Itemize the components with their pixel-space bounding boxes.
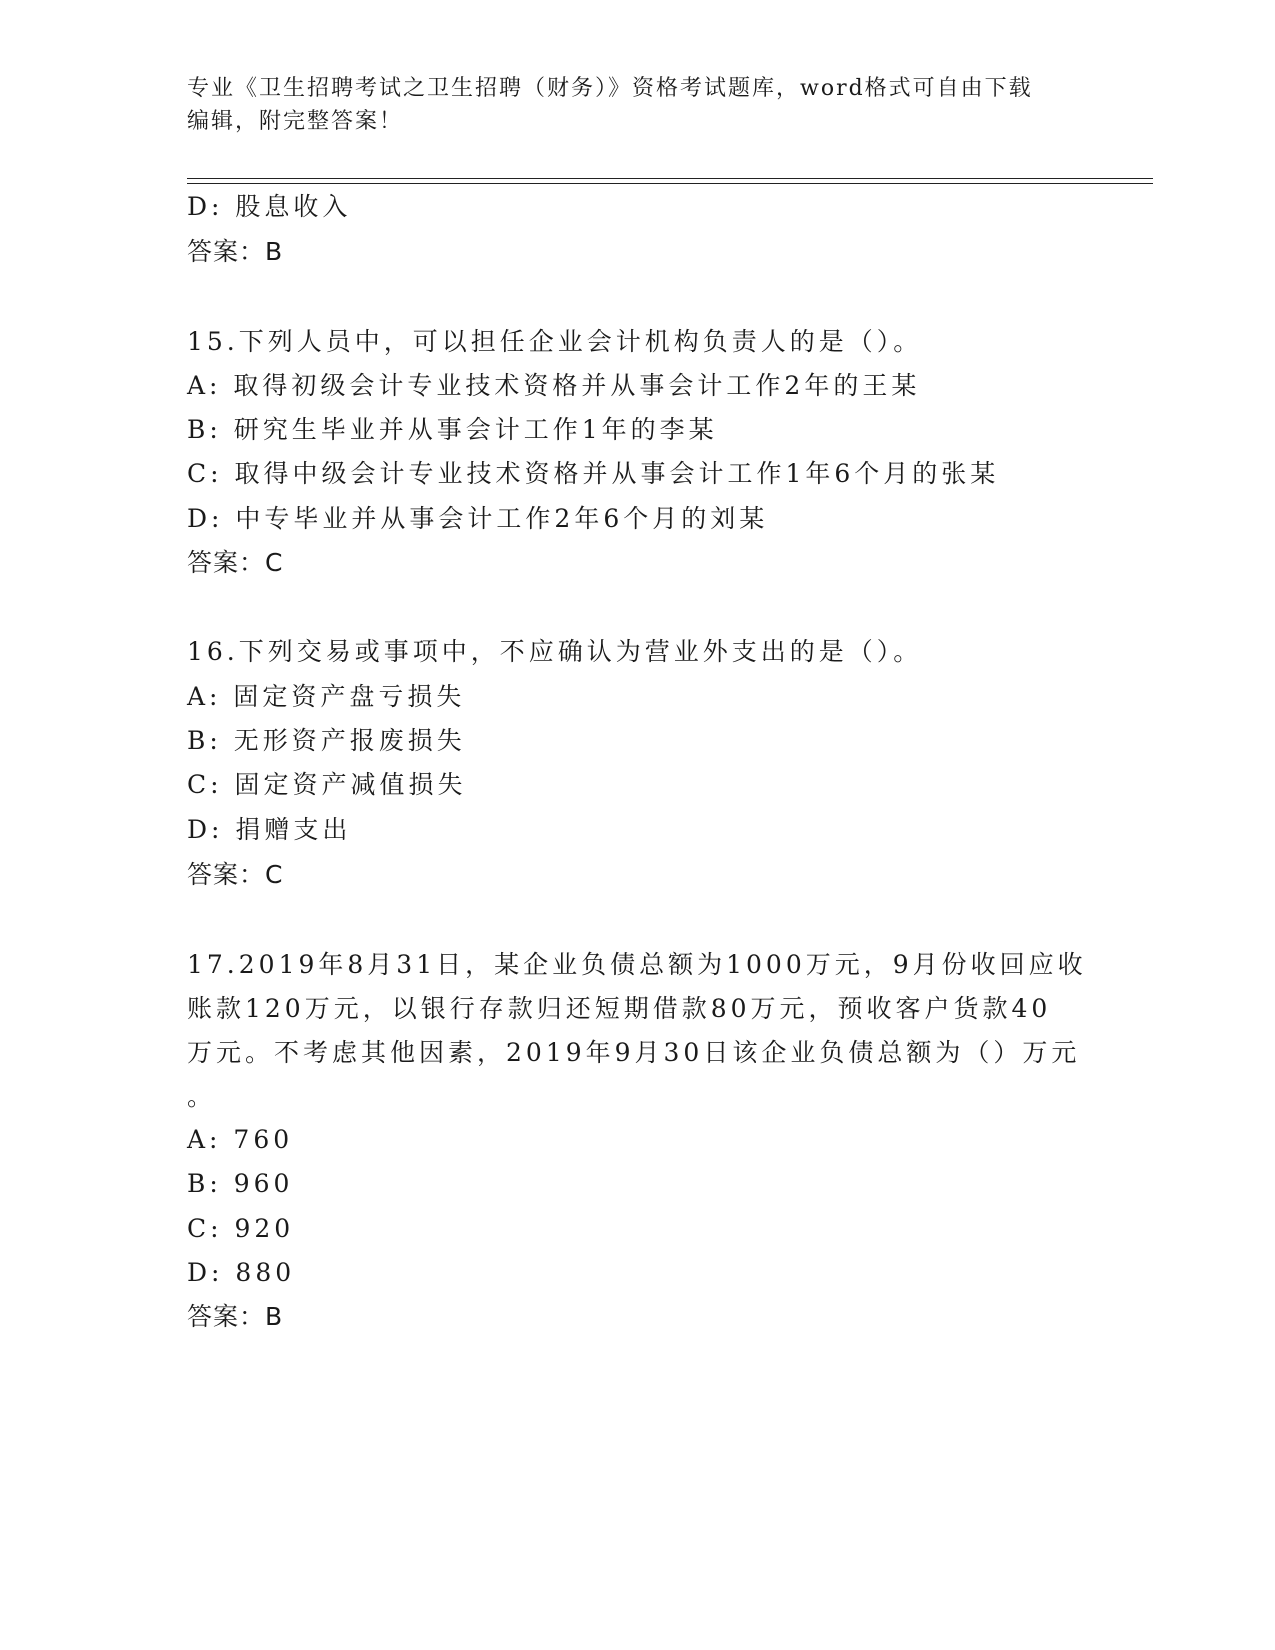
header-divider-top: [187, 178, 1153, 179]
document-header: [187, 72, 1087, 138]
q17-answer: 答案：B: [187, 1302, 284, 1331]
prev-option-d: D: 股息收入: [187, 192, 352, 221]
q16-option-c: C: 固定资产减值损失: [187, 770, 467, 799]
q15-option-a: A: 取得初级会计专业技术资格并从事会计工作2年的王某: [187, 371, 921, 400]
header-divider-bottom: [187, 183, 1153, 184]
q16-stem: 16.下列交易或事项中，不应确认为营业外支出的是（）。: [187, 637, 923, 666]
q16-option-a: A: 固定资产盘亏损失: [187, 682, 466, 711]
q17-option-c: C: 920: [187, 1214, 295, 1243]
q15-option-d: D: 中专毕业并从事会计工作2年6个月的刘某: [187, 504, 769, 533]
q15-stem: 15.下列人员中，可以担任企业会计机构负责人的是（）。: [187, 327, 923, 356]
q17-stem-line-1: 17.2019年8月31日，某企业负债总额为1000万元，9月份收回应收: [187, 950, 1087, 979]
q16-option-d: D: 捐赠支出: [187, 815, 352, 844]
q17-option-b: B: 960: [187, 1169, 294, 1198]
header-line-2: 编辑，附完整答案！: [187, 109, 404, 134]
header-line-1: 专业《卫生招聘考试之卫生招聘（财务）》资格考试题库，word格式可自由下载: [187, 76, 1033, 101]
q15-answer: 答案：C: [187, 548, 284, 577]
prev-answer: 答案：B: [187, 237, 284, 266]
q16-option-b: B: 无形资产报废损失: [187, 726, 466, 755]
q15-option-b: B: 研究生毕业并从事会计工作1年的李某: [187, 415, 718, 444]
q17-option-d: D: 880: [187, 1258, 296, 1287]
q17-stem-line-2: 账款120万元，以银行存款归还短期借款80万元，预收客户货款40: [187, 994, 1052, 1023]
q17-stem-line-3: 万元。不考虑其他因素，2019年9月30日该企业负债总额为（）万元: [187, 1038, 1081, 1067]
q15-option-c: C: 取得中级会计专业技术资格并从事会计工作1年6个月的张某: [187, 459, 1000, 488]
q16-answer: 答案：C: [187, 860, 284, 889]
q17-option-a: A: 760: [187, 1125, 294, 1154]
q17-stem-line-4: 。: [187, 1082, 217, 1111]
